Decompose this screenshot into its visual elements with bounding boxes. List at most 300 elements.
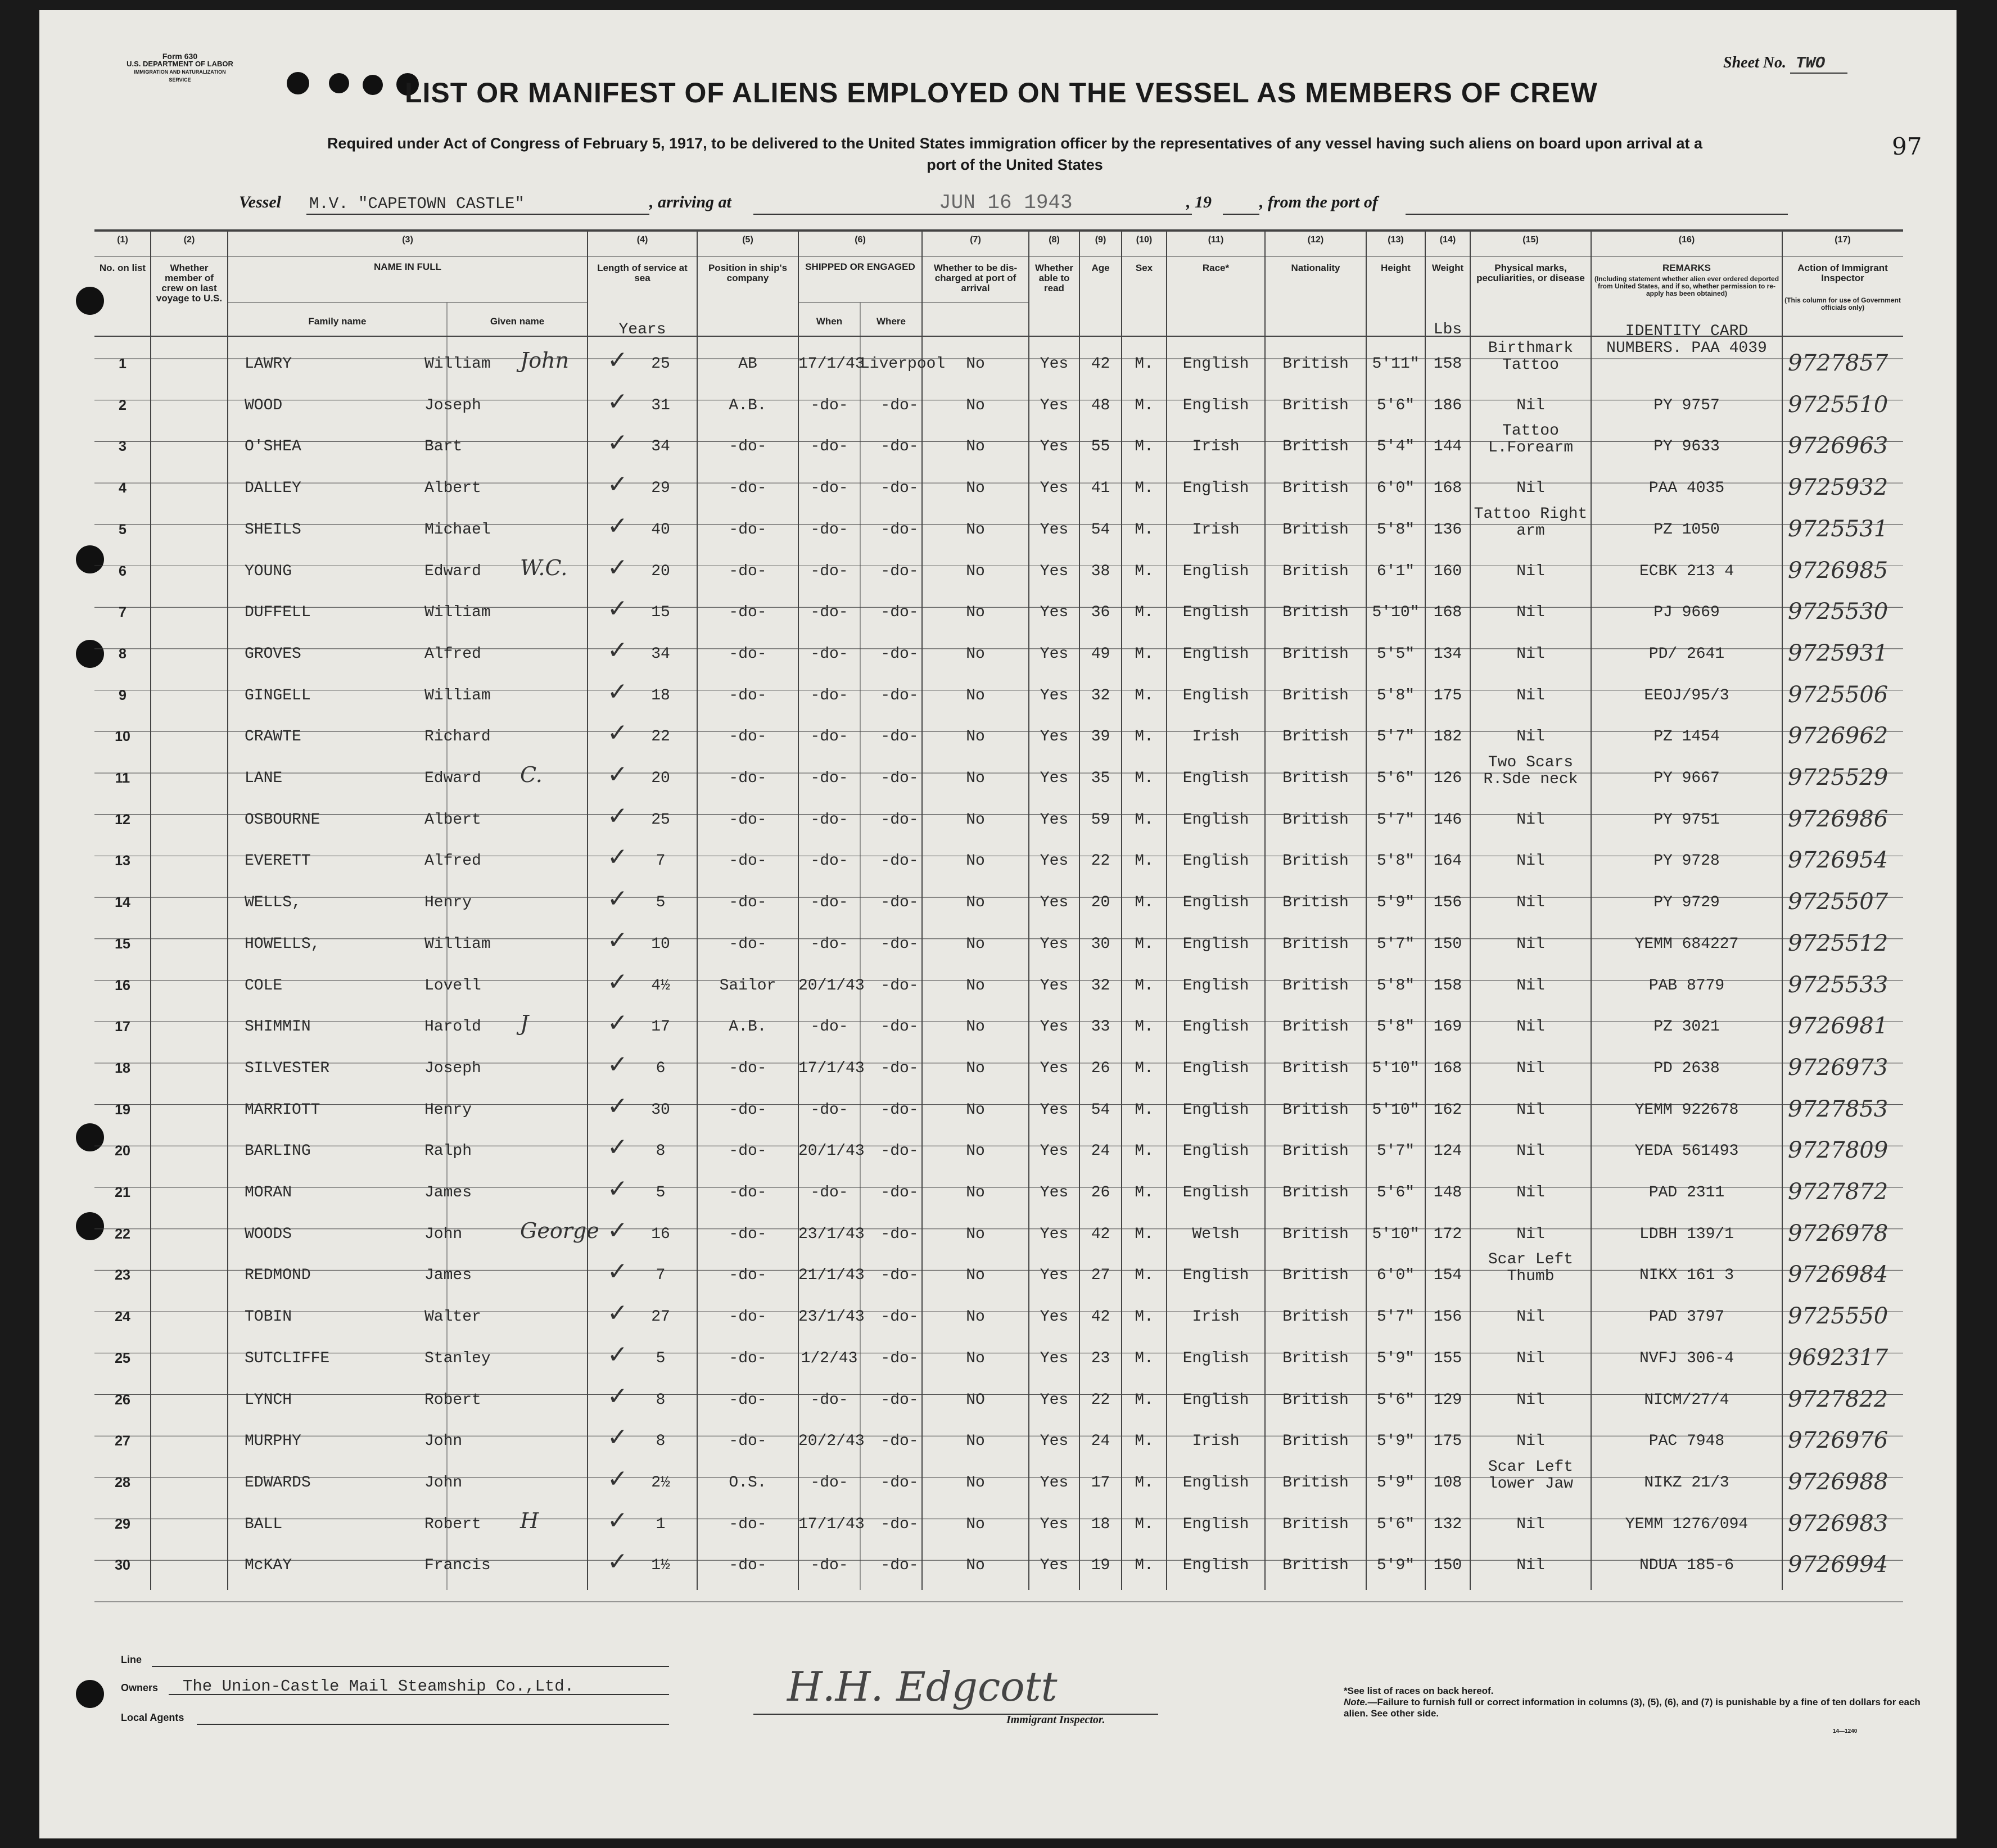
check-mark: ✓ [607,594,628,623]
position: -do- [729,645,767,663]
nationality: British [1282,811,1349,829]
family-name: WOODS [245,1225,292,1243]
able-to-read: Yes [1040,852,1069,870]
check-mark: ✓ [607,1506,628,1535]
shipped-where: -do- [880,1059,919,1077]
given-name: William [424,355,491,373]
row-number: 12 [115,811,130,828]
nationality: British [1282,894,1349,912]
date-stamp: JUN 16 1943 [939,191,1073,214]
discharged: No [966,1557,985,1575]
column-number: (5) [742,235,753,245]
given-name: Richard [424,728,491,746]
identity-number: 9725531 [1788,516,1888,542]
given-name-handwritten: W.C. [520,555,568,580]
identity-number: 9726986 [1788,806,1888,832]
nationality: British [1282,1433,1349,1451]
discharged: No [966,396,985,414]
remarks: PAD 2311 [1648,1184,1725,1201]
column-subheader: Where [876,316,906,327]
column-note: (Including statement whether alien ever ordered deported from United States, and if so, whether permission to re-apply has been obtained) [1594,275,1779,297]
column-header: Weight [1431,263,1464,273]
family-name: MORAN [245,1184,292,1201]
able-to-read: Yes [1040,1059,1069,1077]
family-name: McKAY [245,1557,292,1575]
service-years: 25 [651,811,670,829]
family-name: GINGELL [245,686,311,704]
height: 5'8" [1376,977,1415,995]
sex: M. [1135,355,1154,373]
height: 5'8" [1376,686,1415,704]
discharged: No [966,1225,985,1243]
weight: 168 [1433,480,1462,498]
family-name: REDMOND [245,1267,311,1285]
nationality: British [1282,686,1349,704]
able-to-read: Yes [1040,811,1069,829]
height: 5'8" [1376,1018,1415,1036]
check-mark: ✓ [607,1216,628,1245]
able-to-read: Yes [1040,396,1069,414]
shipped-where: -do- [880,1267,919,1285]
race: Irish [1192,728,1240,746]
shipped-where: -do- [880,1349,919,1367]
races-note: *See list of races on back hereof. [1344,1686,1494,1696]
remarks: ECBK 213 4 [1639,562,1734,580]
given-name: John [424,1225,463,1243]
discharged: No [966,562,985,580]
position: -do- [729,1225,767,1243]
check-mark: ✓ [607,719,628,748]
position: -do- [729,1349,767,1367]
nationality: British [1282,1557,1349,1575]
column-number: (9) [1095,235,1106,245]
check-mark: ✓ [607,387,628,416]
nationality: British [1282,728,1349,746]
height: 5'9" [1376,894,1415,912]
identity-number: 9726973 [1788,1054,1888,1081]
given-name: Henry [424,1101,472,1119]
race: English [1182,1267,1249,1285]
nationality: British [1282,604,1349,622]
shipped-where: -do- [880,1184,919,1201]
physical-marks: Nil [1516,1225,1545,1243]
identity-number: 9725510 [1788,391,1888,418]
remarks: YEMM 684227 [1634,935,1739,953]
height: 5'10" [1372,1225,1420,1243]
check-mark: ✓ [607,470,628,499]
identity-number: 9725506 [1788,681,1888,708]
weight: 156 [1433,894,1462,912]
column-number: (12) [1307,235,1324,245]
discharged: No [966,355,985,373]
department-name: U.S. DEPARTMENT OF LABOR [126,60,233,68]
height: 5'6" [1376,1391,1415,1409]
sex: M. [1135,1515,1154,1533]
given-name: Edward [424,562,481,580]
race: English [1182,1349,1249,1367]
shipped-when: -do- [810,1101,848,1119]
discharged: NO [966,1391,985,1409]
race: English [1182,1142,1249,1160]
sex: M. [1135,686,1154,704]
able-to-read: Yes [1040,1101,1069,1119]
service-years: 7 [656,852,666,870]
inspector-signature: H.H. Edgcott [787,1663,1058,1710]
column-number: (3) [402,235,413,245]
able-to-read: Yes [1040,935,1069,953]
able-to-read: Yes [1040,894,1069,912]
discharged: No [966,645,985,663]
shipped-when: 23/1/43 [798,1225,865,1243]
shipped-where: -do- [880,1433,919,1451]
shipped-when: -do- [810,521,848,539]
given-name-handwritten: John [520,348,570,373]
position: -do- [729,1184,767,1201]
age: 49 [1091,645,1110,663]
check-mark: ✓ [607,1423,628,1452]
service-name: IMMIGRATION AND NATURALIZATION SERVICE [134,69,226,83]
age: 24 [1091,1142,1110,1160]
shipped-when: -do- [810,1184,848,1201]
row-number: 2 [119,397,126,413]
shipped-where: -do- [880,1474,919,1492]
given-name-handwritten: C. [520,762,543,787]
given-name-handwritten: George [520,1218,599,1243]
column-number: (16) [1678,235,1695,245]
family-name: O'SHEA [245,438,301,456]
nationality: British [1282,355,1349,373]
age: 32 [1091,686,1110,704]
height: 5'7" [1376,935,1415,953]
sex: M. [1135,1308,1154,1326]
family-name: BARLING [245,1142,311,1160]
identity-number: 9727809 [1788,1137,1888,1164]
check-mark: ✓ [607,801,628,830]
identity-number: 9725932 [1788,475,1888,501]
column-number: (7) [970,235,981,245]
given-name: Henry [424,894,472,912]
shipped-when: -do- [810,935,848,953]
race: English [1182,894,1249,912]
race: English [1182,770,1249,787]
given-name: Robert [424,1515,481,1533]
sex: M. [1135,1184,1154,1201]
identity-number: 9726976 [1788,1427,1888,1454]
service-years: 2½ [651,1474,670,1492]
age: 48 [1091,396,1110,414]
remarks: PY 9633 [1653,438,1720,456]
nationality: British [1282,852,1349,870]
nationality: British [1282,396,1349,414]
given-name: Robert [424,1391,481,1409]
age: 59 [1091,811,1110,829]
shipped-where: -do- [880,770,919,787]
weight: 150 [1433,935,1462,953]
height: 5'4" [1376,438,1415,456]
column-header: SHIPPED OR ENGAGED [805,261,915,272]
discharged: No [966,1142,985,1160]
sex: M. [1135,770,1154,787]
nationality: British [1282,977,1349,995]
race: English [1182,355,1249,373]
shipped-where: -do- [880,396,919,414]
identity-number: 9726963 [1788,433,1888,459]
given-name: William [424,604,491,622]
shipped-where: -do- [880,811,919,829]
sex: M. [1135,1391,1154,1409]
weight: 169 [1433,1018,1462,1036]
weight: 108 [1433,1474,1462,1492]
shipped-where: Liverpool [860,355,946,373]
able-to-read: Yes [1040,1018,1069,1036]
physical-marks: Nil [1516,1018,1545,1036]
family-name: CRAWTE [245,728,301,746]
able-to-read: Yes [1040,1308,1069,1326]
identity-number: 9726985 [1788,557,1888,584]
nationality: British [1282,1515,1349,1533]
height: 5'6" [1376,770,1415,787]
shipped-when: -do- [810,396,848,414]
race: English [1182,562,1249,580]
service-years: 30 [651,1101,670,1119]
age: 22 [1091,852,1110,870]
family-name: SHIMMIN [245,1018,311,1036]
owners-value: The Union-Castle Mail Steamship Co.,Ltd. [183,1677,575,1696]
weight: 150 [1433,1557,1462,1575]
check-mark: ✓ [607,1009,628,1038]
row-number: 13 [115,853,130,869]
position: -do- [729,894,767,912]
remarks: PZ 3021 [1653,1018,1720,1036]
row-number: 1 [119,356,126,372]
given-name: Harold [424,1018,481,1036]
weight: 175 [1433,686,1462,704]
remarks: NDUA 185-6 [1639,1557,1734,1575]
weight: 134 [1433,645,1462,663]
discharged: No [966,1433,985,1451]
physical-marks: Nil [1516,1059,1545,1077]
row-number: 7 [119,604,126,621]
sex: M. [1135,728,1154,746]
able-to-read: Yes [1040,1433,1069,1451]
position: O.S. [729,1474,767,1492]
identity-number: 9725529 [1788,765,1888,790]
owners-label: Owners [121,1682,159,1693]
nationality: British [1282,438,1349,456]
shipped-when: 17/1/43 [798,1059,865,1077]
height: 5'7" [1376,1142,1415,1160]
shipped-where: -do- [880,977,919,995]
column-unit: Years [618,321,666,338]
remarks: PJ 9669 [1653,604,1720,622]
race: English [1182,1059,1249,1077]
physical-marks: Nil [1516,1515,1545,1533]
given-name: Bart [424,438,463,456]
race: English [1182,480,1249,498]
discharged: No [966,1101,985,1119]
discharged: No [966,852,985,870]
service-years: 8 [656,1142,666,1160]
row-number: 20 [115,1143,130,1159]
note-text: —Failure to furnish full or correct information in columns (3), (5), (6), and (7) is punishable by a fine of ten dollars for each alien. See other side. [1344,1697,1921,1719]
discharged: No [966,480,985,498]
check-mark: ✓ [607,553,628,582]
physical-marks: Nil [1516,1101,1545,1119]
position: -do- [729,521,767,539]
sex: M. [1135,894,1154,912]
sex: M. [1135,1474,1154,1492]
race: Irish [1192,521,1240,539]
remarks: LDBH 139/1 [1639,1225,1734,1243]
position: -do- [729,935,767,953]
row-number: 4 [119,480,126,496]
age: 24 [1091,1433,1110,1451]
sex: M. [1135,935,1154,953]
check-mark: ✓ [607,967,628,996]
given-name: John [424,1474,463,1492]
identity-number: 9725530 [1788,599,1888,625]
remarks: NIKZ 21/3 [1644,1474,1729,1492]
sex: M. [1135,852,1154,870]
nationality: British [1282,1349,1349,1367]
remarks: YEDA 561493 [1634,1142,1739,1160]
able-to-read: Yes [1040,1391,1069,1409]
remarks: PY 9757 [1653,396,1720,414]
height: 5'9" [1376,1433,1415,1451]
column-number: (15) [1522,235,1539,245]
year-label: , 19 [1186,193,1212,211]
race: Irish [1192,438,1240,456]
check-mark: ✓ [607,346,628,374]
shipped-where: -do- [880,1308,919,1326]
physical-marks: Nil [1516,604,1545,622]
height: 5'8" [1376,852,1415,870]
shipped-when: -do- [810,438,848,456]
weight: 154 [1433,1267,1462,1285]
shipped-where: -do- [880,645,919,663]
position: A.B. [729,396,767,414]
given-name: Alfred [424,645,481,663]
race: Irish [1192,1308,1240,1326]
physical-marks: Nil [1516,1349,1545,1367]
shipped-when: 20/1/43 [798,1142,865,1160]
sex: M. [1135,480,1154,498]
race: English [1182,1101,1249,1119]
given-name: Edward [424,770,481,787]
shipped-where: -do- [880,1225,919,1243]
nationality: British [1282,1059,1349,1077]
position: -do- [729,686,767,704]
shipped-where: -do- [880,1018,919,1036]
age: 17 [1091,1474,1110,1492]
race: English [1182,935,1249,953]
height: 5'9" [1376,1557,1415,1575]
check-mark: ✓ [607,1340,628,1369]
column-header: Action of Immigrant Inspector [1797,263,1888,283]
column-header: Height [1381,263,1411,273]
discharged: No [966,1349,985,1367]
service-years: 16 [651,1225,670,1243]
physical-marks: Nil [1516,1308,1545,1326]
race: English [1182,1515,1249,1533]
check-mark: ✓ [607,843,628,872]
discharged: No [966,521,985,539]
race: English [1182,1391,1249,1409]
nationality: British [1282,1184,1349,1201]
remarks: PY 9728 [1653,852,1720,870]
weight: 168 [1433,1059,1462,1077]
row-number: 10 [115,729,130,745]
shipped-when: -do- [810,604,848,622]
given-name: William [424,935,491,953]
check-mark: ✓ [607,760,628,789]
row-number: 3 [119,439,126,455]
weight: 136 [1433,521,1462,539]
position: -do- [729,770,767,787]
shipped-when: 17/1/43 [798,1515,865,1533]
identity-number: 9726962 [1788,723,1888,749]
shipped-when: 1/2/43 [801,1349,858,1367]
shipped-where: -do- [880,1101,919,1119]
arriving-label: , arriving at [649,193,731,211]
service-years: 5 [656,894,666,912]
row-number: 8 [119,645,126,662]
height: 5'8" [1376,521,1415,539]
able-to-read: Yes [1040,977,1069,995]
column-header: NAME IN FULL [374,261,441,272]
service-years: 25 [651,355,670,373]
identity-number: 9726954 [1788,847,1888,874]
print-code: 14—1240 [1833,1728,1858,1734]
physical-marks: Nil [1516,728,1545,746]
shipped-where: -do- [880,480,919,498]
shipped-where: -do- [880,935,919,953]
height: 5'7" [1376,728,1415,746]
age: 26 [1091,1059,1110,1077]
height: 5'6" [1376,396,1415,414]
physical-marks: Nil [1516,562,1545,580]
age: 54 [1091,521,1110,539]
identity-number: 9692317 [1788,1344,1888,1371]
family-name: HOWELLS, [245,935,320,953]
weight: 186 [1433,396,1462,414]
sex: M. [1135,438,1154,456]
sex: M. [1135,396,1154,414]
age: 42 [1091,355,1110,373]
age: 55 [1091,438,1110,456]
position: -do- [729,811,767,829]
given-name: James [424,1184,472,1201]
age: 18 [1091,1515,1110,1533]
sex: M. [1135,521,1154,539]
physical-marks: Nil [1516,977,1545,995]
physical-marks: Nil [1516,1557,1545,1575]
weight: 158 [1433,977,1462,995]
height: 5'6" [1376,1184,1415,1201]
given-name: Walter [424,1308,481,1326]
service-years: 15 [651,604,670,622]
shipped-where: -do- [880,438,919,456]
vessel-label: Vessel [239,193,281,211]
sex: M. [1135,1018,1154,1036]
shipped-when: 23/1/43 [798,1308,865,1326]
height: 5'9" [1376,1474,1415,1492]
discharged: No [966,770,985,787]
identity-number: 9726994 [1788,1552,1888,1578]
shipped-when: 17/1/43 [798,355,865,373]
nationality: British [1282,1474,1349,1492]
manifest-sheet [39,10,1957,1838]
